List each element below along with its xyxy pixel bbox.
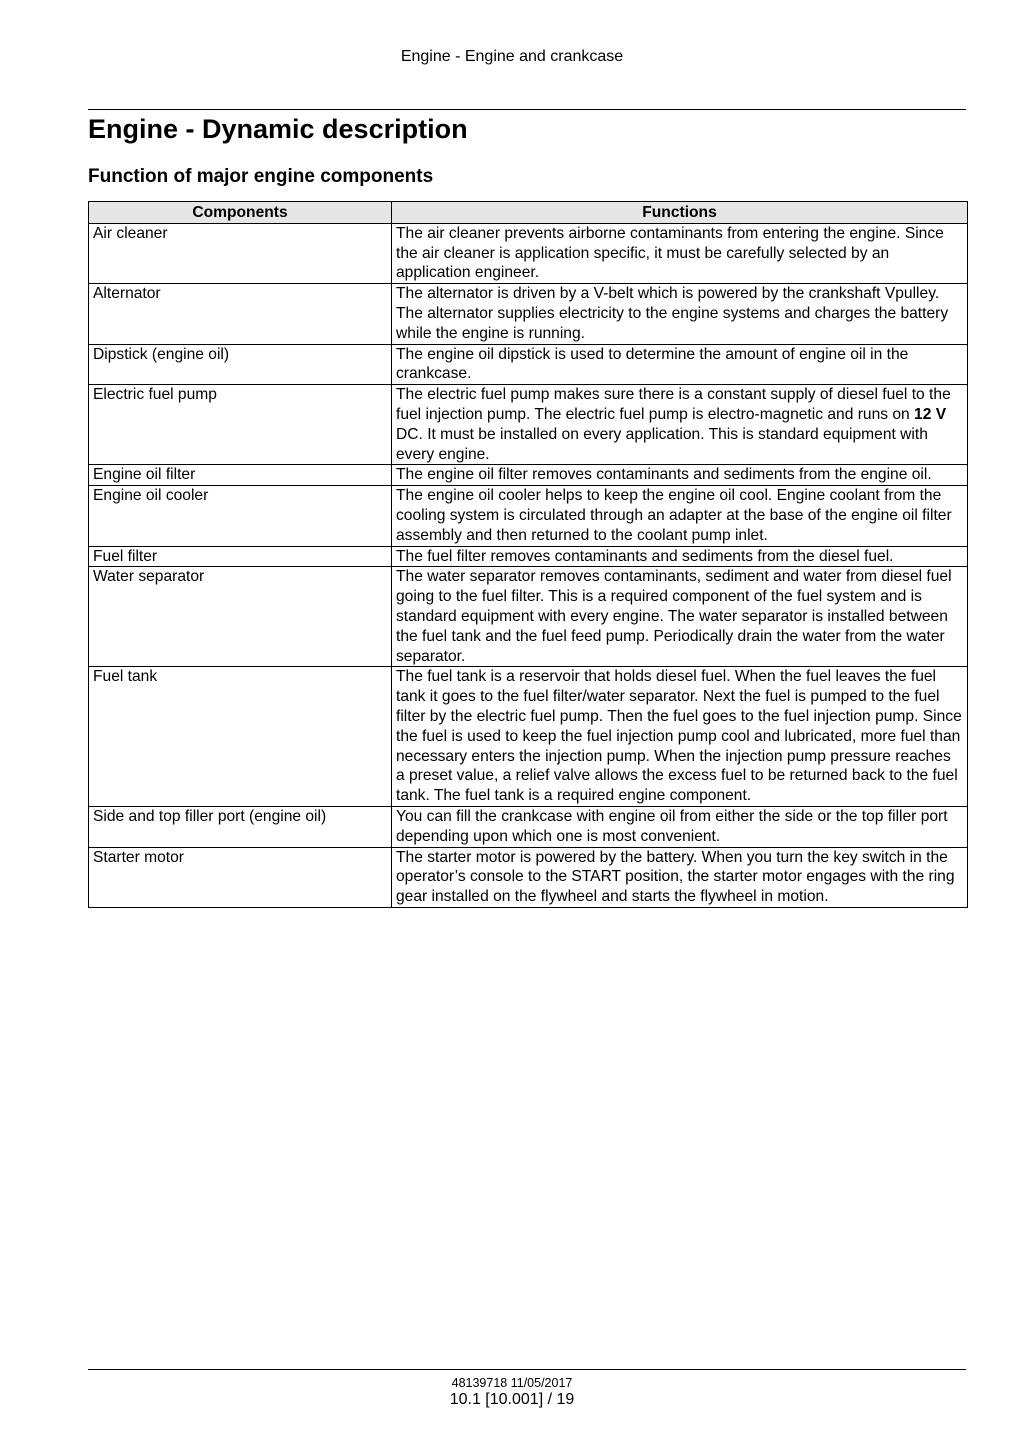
function-text: DC. It must be installed on every application. This is standard equipment with every engine.: [396, 425, 928, 463]
function-cell: The fuel tank is a reservoir that holds diesel fuel. When the fuel leaves the fuel tank it goes to the fuel filter/water separator. Next the fuel is pumped to the fuel filter by the electric fuel pump. Then the fuel goes to the fuel injection pump. Since the fuel is used to keep the fuel injection pump cool and lubricated, more fuel than necessary enters the injection pump. When the injection pump pressure reaches a preset value, a relief valve allows the excess fuel to be returned back to the fuel tank. The fuel tank is a required engine component.: [392, 667, 968, 807]
component-cell: Alternator: [89, 284, 392, 344]
component-cell: Water separator: [89, 567, 392, 667]
component-cell: Fuel filter: [89, 546, 392, 567]
table-row: [89, 847, 968, 907]
function-cell: [392, 385, 968, 465]
voltage-value: 12 V: [914, 405, 947, 423]
table-row: [89, 806, 968, 847]
table-row: [89, 667, 968, 807]
component-cell: Starter motor: [89, 847, 392, 907]
function-cell: The engine oil cooler helps to keep the engine oil cool. Engine coolant from the cooling system is circulated through an adapter at the base of the engine oil filter assembly and then returned to the coolant pump inlet.: [392, 486, 968, 546]
table-row: [89, 465, 968, 486]
table-row: [89, 223, 968, 283]
component-cell: Side and top filler port (engine oil): [89, 806, 392, 847]
table-row: [89, 567, 968, 667]
component-cell: Fuel tank: [89, 667, 392, 807]
components-table: [88, 201, 968, 908]
function-cell: The engine oil dipstick is used to determine the amount of engine oil in the crankcase.: [392, 344, 968, 385]
function-cell: The engine oil filter removes contaminants and sediments from the engine oil.: [392, 465, 968, 486]
running-header: Engine - Engine and crankcase: [400, 48, 624, 65]
column-header-components: Components: [89, 202, 392, 224]
function-cell: The starter motor is powered by the battery. When you turn the key switch in the operator’s console to the START position, the starter motor engages with the ring gear installed on the flywheel and starts the flywheel in motion.: [392, 847, 968, 907]
component-cell: Engine oil cooler: [89, 486, 392, 546]
page-number: 10.1 [10.001] / 19: [449, 1391, 575, 1408]
table-row: [89, 344, 968, 385]
function-text: The electric fuel pump makes sure there is a constant supply of diesel fuel to the fuel injection pump. The electric fuel pump is electro-magnetic and runs on: [396, 386, 951, 423]
function-cell: The alternator is driven by a V-belt which is powered by the crankshaft Vpulley. The alternator supplies electricity to the engine systems and charges the battery while the engine is running.: [392, 284, 968, 344]
component-cell: Electric fuel pump: [89, 385, 392, 465]
page-title: Engine - Dynamic description: [88, 114, 468, 144]
function-cell: The water separator removes contaminants, sediment and water from diesel fuel going to the fuel filter. This is a required component of the fuel system and is standard equipment with every engine. The water separator is installed between the fuel tank and the fuel feed pump. Periodically drain the water from the water separator.: [392, 567, 968, 667]
footer-divider: [88, 1369, 966, 1370]
header-divider: [88, 109, 966, 110]
function-cell: You can fill the crankcase with engine oil from either the side or the top filler port depending upon which one is most convenient.: [392, 806, 968, 847]
function-cell: The air cleaner prevents airborne contaminants from entering the engine. Since the air cleaner is application specific, it must be carefully selected by an application engineer.: [392, 223, 968, 283]
column-header-functions: Functions: [392, 202, 968, 224]
table-row: [89, 284, 968, 344]
document-id: 48139718 11/05/2017: [451, 1376, 573, 1390]
function-cell: The fuel filter removes contaminants and sediments from the diesel fuel.: [392, 546, 968, 567]
component-cell: Air cleaner: [89, 223, 392, 283]
table-row: [89, 385, 968, 465]
table-row: [89, 546, 968, 567]
table-row: [89, 486, 968, 546]
section-subtitle: Function of major engine components: [88, 166, 434, 187]
component-cell: Dipstick (engine oil): [89, 344, 392, 385]
component-cell: Engine oil filter: [89, 465, 392, 486]
table-header-row: [89, 202, 968, 224]
